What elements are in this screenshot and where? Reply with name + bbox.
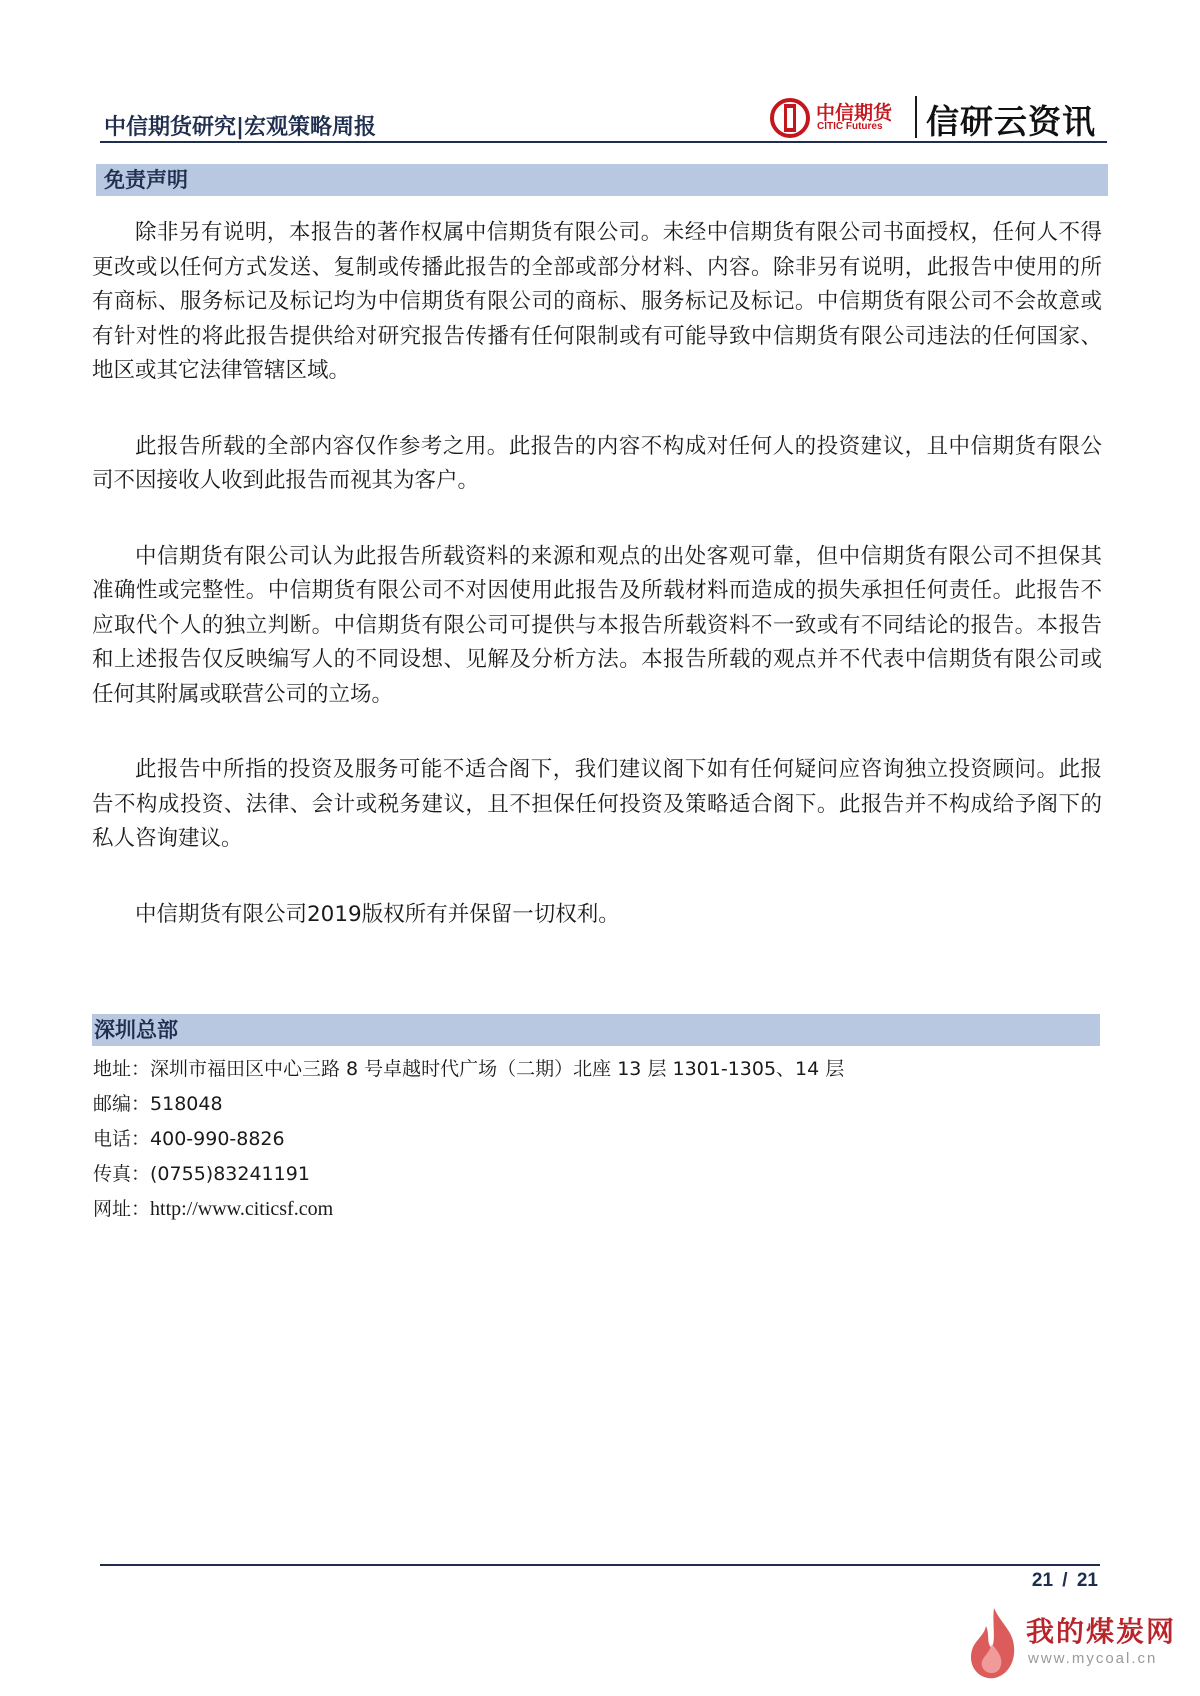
phone-value: 400-990-8826 xyxy=(150,1128,285,1150)
report-header-title: 中信期货研究|宏观策略周报 xyxy=(104,115,377,140)
phone-row xyxy=(93,1124,993,1159)
brand-title: 信研云资讯 xyxy=(926,102,1096,141)
postcode-value: 518048 xyxy=(150,1093,223,1115)
page-number: 21 / 21 xyxy=(1031,1570,1098,1591)
website-link[interactable]: http://www.citicsf.com xyxy=(150,1198,334,1220)
footer-rule xyxy=(100,1564,1100,1566)
logo-cn-text: 中信期货 xyxy=(816,102,893,124)
disclaimer-paragraph: 中信期货有限公司认为此报告所载资料的来源和观点的出处客观可靠，但中信期货有限公司不担保其准确性或完整性。中信期货有限公司不对因使用此报告及所载材料而造成的损失承担任何责任。此报告不应取代个人的独立判断。中信期货有限公司可提供与本报告所载资料不一致或有不同结论的报告。本报告和上述报告仅反映编写人的不同设想、见解及分析方法。本报告所载的观点并不代表中信期货有限公司或任何其附属或联营公司的立场。 xyxy=(92,543,1102,707)
watermark-url: www.mycoal.cn xyxy=(1028,1650,1158,1667)
fax-value: (0755)83241191 xyxy=(150,1163,310,1185)
postcode-label: 邮编： xyxy=(93,1093,151,1115)
logo-en-text: CITIC Futures xyxy=(817,121,883,132)
watermark xyxy=(960,1604,1190,1684)
website-label: 网址： xyxy=(93,1198,151,1220)
logo-separator xyxy=(915,96,917,138)
contact-info xyxy=(93,1054,993,1229)
headquarters-heading: 深圳总部 xyxy=(92,1014,1100,1046)
postcode-row xyxy=(93,1089,993,1124)
disclaimer-paragraph: 此报告中所指的投资及服务可能不适合阁下，我们建议阁下如有任何疑问应咨询独立投资顾问。此报告不构成投资、法律、会计或税务建议，且不担保任何投资及策略适合阁下。此报告并不构成给予阁下的私人咨询建议。 xyxy=(92,757,1102,851)
disclaimer-body xyxy=(92,216,1102,973)
disclaimer-paragraph: 此报告所载的全部内容仅作参考之用。此报告的内容不构成对任何人的投资建议，且中信期货有限公司不因接收人收到此报告而视其为客户。 xyxy=(92,433,1102,493)
header-logo xyxy=(770,96,1107,141)
header-rule xyxy=(100,141,1107,143)
disclaimer-heading: 免责声明 xyxy=(96,164,1108,196)
watermark-text: 我的煤炭网 xyxy=(1026,1615,1177,1648)
address-label: 地址： xyxy=(93,1058,151,1080)
fax-row xyxy=(93,1159,993,1194)
flame-icon xyxy=(962,1604,1024,1682)
website-row xyxy=(93,1194,993,1229)
disclaimer-paragraph: 中信期货有限公司2019版权所有并保留一切权利。 xyxy=(135,901,620,927)
phone-label: 电话： xyxy=(93,1128,151,1150)
disclaimer-paragraph: 除非另有说明，本报告的著作权属中信期货有限公司。未经中信期货有限公司书面授权，任何人不得更改或以任何方式发送、复制或传播此报告的全部或部分材料、内容。除非另有说明，此报告中使用的所有商标、服务标记及标记均为中信期货有限公司的商标、服务标记及标记。中信期货有限公司不会故意或有针对性的将此报告提供给对研究报告传播有任何限制或有可能导致中信期货有限公司违法的任何国家、地区或其它法律管辖区域。 xyxy=(92,220,1102,383)
address-row xyxy=(93,1054,993,1089)
citic-logo-icon xyxy=(770,98,810,138)
fax-label: 传真： xyxy=(93,1163,151,1185)
address-value: 深圳市福田区中心三路 8 号卓越时代广场（二期）北座 13 层 1301-1305、14 层 xyxy=(150,1058,845,1080)
